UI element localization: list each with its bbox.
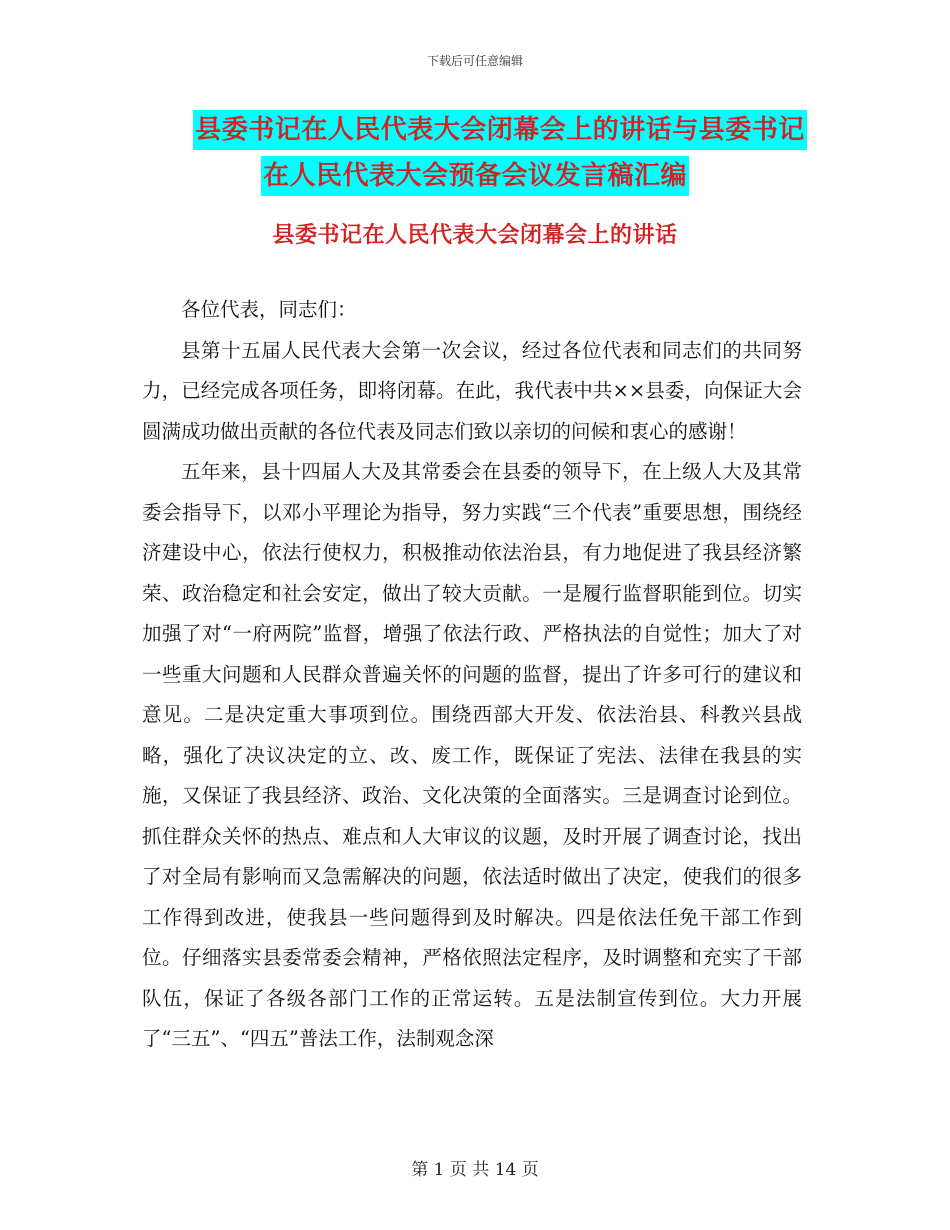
body-text [142,290,802,1060]
paragraph-review: 五年来，县十四届人大及其常委会在县委的领导下，在上级人大及其常委会指导下，以邓小平理论为指导，努力实践“三个代表”重要思想，围绕经济建设中心，依法行使权力，积极推动依法治县，有力地促进了我县经济繁荣、政治稳定和社会安定，做出了较大贡献。一是履行监督职能到位。切实加强了对“一府两院”监督，增强了依法行政、严格执法的自觉性；加大了对一些重大问题和人民群众普遍关怀的问题的监督，提出了许多可行的建议和意见。二是决定重大事项到位。围绕西部大开发、依法治县、科教兴县战略，强化了决议决定的立、改、废工作，既保证了宪法、法律在我县的实施，又保证了我县经济、政治、文化决策的全面落实。三是调查讨论到位。抓住群众关怀的热点、难点和人大审议的议题，及时开展了调查讨论，找出了对全局有影响而又急需解决的问题，依法适时做出了决定，使我们的很多工作得到改进，使我县一些问题得到及时解决。四是依法任免干部工作到位。仔细落实县委常委会精神，严格依照法定程序，及时调整和充实了干部队伍，保证了各级各部门工作的正常运转。五是法制宣传到位。大力开展了“三五”、“四五”普法工作，法制观念深 [142,460,802,1050]
page-number: 第 1 页 共 14 页 [411,1160,539,1180]
section-heading: 县委书记在人民代表大会闭幕会上的讲话 [272,223,678,248]
title-line-2: 在人民代表大会预备会议发言稿汇编 [261,156,689,196]
document-title [0,110,950,202]
title-line-1: 县委书记在人民代表大会闭幕会上的讲话与县委书记 [193,110,807,150]
page-header-note: 下载后可任意编辑 [426,54,523,68]
paragraph-salutation: 各位代表，同志们： [181,298,357,321]
paragraph-opening: 县第十五届人民代表大会第一次会议，经过各位代表和同志们的共同努力，已经完成各项任务，即将闭幕。在此，我代表中共××县委，向保证大会圆满成功做出贡献的各位代表及同志们致以亲切的问候和衷心的感谢！ [142,338,802,443]
